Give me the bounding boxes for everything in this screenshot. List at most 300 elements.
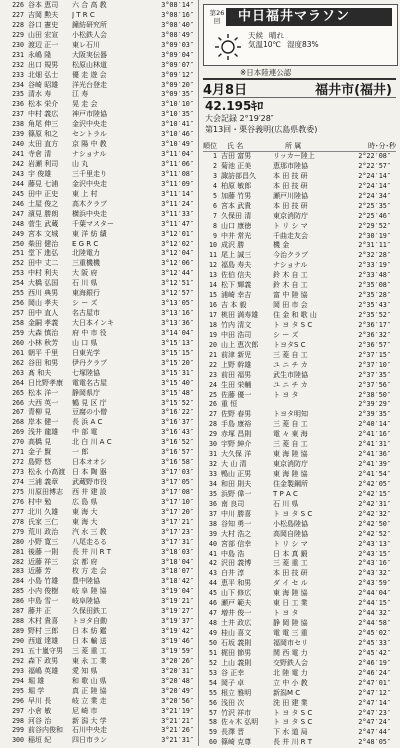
time-cell: 3°11′04″ — [161, 150, 194, 159]
result-row — [2, 657, 196, 667]
rank-cell: 271 — [12, 448, 24, 457]
time-cell: 3°19′27″ — [161, 607, 194, 616]
name-cell: 桃田 満寿雄 — [221, 311, 259, 319]
result-row — [2, 240, 196, 250]
time-cell: 3°11′06″ — [161, 160, 194, 168]
name-cell: 生田 栄輔 — [221, 380, 252, 389]
time-cell: 3°11′33″ — [161, 209, 194, 218]
rank-cell: 24 — [209, 380, 217, 389]
name-cell: 大村 浩之 — [221, 529, 252, 538]
marathon-header — [203, 4, 398, 66]
time-cell: 3°09′12″ — [161, 70, 194, 79]
name-cell: 松本 洋一 — [28, 388, 59, 397]
rank-cell: 282 — [12, 557, 24, 566]
rank-cell: 260 — [12, 338, 24, 347]
result-row — [2, 369, 196, 379]
affiliation-cell: 豊中陸協 — [72, 577, 100, 586]
result-row — [2, 607, 196, 617]
name-cell: 大久保 洋 — [221, 450, 252, 459]
affiliation-cell: ト ヨ タ S C — [273, 509, 313, 518]
time-cell: 2°45′33″ — [358, 638, 391, 647]
time-cell: 3°20′26″ — [161, 656, 194, 665]
result-row — [2, 349, 196, 359]
rank-cell: 269 — [12, 428, 24, 437]
affiliation-cell: 住金製鋼所 — [273, 479, 308, 488]
result-row — [2, 518, 196, 528]
affiliation-cell: 日 本 真 鍛 — [273, 549, 308, 558]
result-row — [203, 609, 396, 619]
time-cell: 3°21′26″ — [161, 726, 194, 735]
rank-cell: 287 — [12, 607, 24, 616]
name-cell: 堀 雄 — [28, 676, 45, 685]
affiliation-cell: 六 合 高 教 — [72, 1, 107, 9]
rank-cell: 229 — [12, 30, 24, 39]
rank-cell: 42 — [209, 559, 217, 568]
result-row — [203, 738, 396, 748]
rank-cell: 228 — [12, 20, 24, 29]
name-cell: 小倉 敏 — [28, 706, 52, 715]
time-cell: 3°09′03″ — [161, 40, 194, 49]
affiliation-cell: 東 海 陸 協 — [273, 470, 308, 478]
name-cell: 宮本 武貴 — [221, 201, 252, 210]
rank-cell: 38 — [209, 519, 217, 528]
affiliation-cell: 鶴 見 区 庁 — [72, 398, 107, 407]
result-row — [203, 291, 396, 301]
affiliation-cell: 三 菱 自 工 — [273, 350, 308, 359]
result-row — [203, 679, 396, 689]
rank-cell: 51 — [209, 648, 217, 657]
affiliation-cell: ト ヨ タ S C — [273, 718, 313, 727]
affiliation-cell: 東海銀行 — [72, 289, 100, 298]
time-cell: 3°21′21″ — [161, 716, 194, 725]
affiliation-cell: 岐 立 業 走 — [72, 696, 107, 705]
rank-cell: 270 — [12, 438, 24, 447]
weather-info — [248, 31, 319, 49]
result-row — [2, 717, 196, 727]
time-cell: 2°39′35″ — [358, 410, 391, 419]
rank-cell: 2 — [213, 161, 217, 170]
rank-cell: 256 — [12, 299, 24, 308]
affiliation-cell: 石川中央走 — [72, 726, 107, 735]
time-cell: 3°13′16″ — [161, 309, 194, 318]
name-cell: 堂下 進弘 — [28, 249, 59, 258]
time-cell: 3°15′13″ — [161, 338, 194, 347]
result-row — [2, 220, 196, 230]
result-row — [2, 259, 196, 269]
rank-cell: 297 — [12, 706, 24, 715]
rank-cell: 36 — [209, 499, 217, 508]
result-row — [2, 428, 196, 438]
rank-cell: 238 — [12, 120, 24, 129]
name-cell: 近藤 芳 — [28, 567, 52, 576]
name-cell: 竹内 清文 — [221, 320, 252, 329]
result-row — [2, 438, 196, 448]
time-cell: 2°36′32″ — [358, 330, 391, 339]
date-venue-bar — [203, 78, 396, 98]
affiliation-cell: 石 川 県 — [72, 279, 98, 288]
right-results-column — [203, 152, 396, 748]
time-cell: 3°12′02″ — [161, 239, 194, 248]
name-cell: 土屋 俊之 — [28, 199, 59, 208]
affiliation-cell: 千曲走友会 — [273, 231, 308, 240]
name-cell: 氏家 三仁 — [28, 517, 59, 526]
time-cell: 3°11′47″ — [161, 219, 194, 228]
name-cell: 小林 秋芳 — [28, 338, 59, 347]
rank-cell: 46 — [209, 599, 217, 608]
time-cell: 3°09′04″ — [161, 50, 194, 59]
rank-cell: 266 — [12, 398, 24, 407]
name-cell: 小島 竹雄 — [28, 577, 59, 586]
result-row — [2, 697, 196, 707]
result-row — [2, 458, 196, 468]
name-cell: 吉岡 勲夫 — [28, 10, 59, 19]
time-cell: 2°22′57″ — [358, 161, 391, 170]
result-row — [2, 687, 196, 697]
result-row — [2, 51, 196, 61]
name-cell: 中川 勝喜 — [221, 509, 252, 518]
result-row — [2, 41, 196, 51]
name-cell: 瀬戸 範夫 — [221, 599, 252, 608]
affiliation-cell: 山 口 県 — [72, 338, 98, 347]
result-row — [2, 627, 196, 637]
affiliation-cell: 三重機機 — [72, 259, 100, 268]
rank-cell: 59 — [209, 728, 217, 737]
result-row — [203, 540, 396, 550]
affiliation-cell: 日 本 輸 送 — [72, 637, 107, 645]
result-row — [2, 110, 196, 120]
affiliation-cell: 本 田 技 研 — [273, 569, 308, 578]
affiliation-cell: 大 阪 府 — [72, 269, 98, 278]
time-cell: 2°38′50″ — [358, 390, 391, 399]
result-row — [2, 587, 196, 597]
name-cell: 宇野 紳介 — [221, 440, 252, 449]
result-row — [203, 261, 396, 271]
time-cell: 2°42′05″ — [358, 479, 391, 488]
time-cell: 2°42′32″ — [358, 509, 391, 518]
time-cell: 3°12′44″ — [161, 269, 194, 278]
rank-cell: 237 — [12, 110, 24, 119]
name-cell: 渡辺 正一 — [28, 40, 59, 49]
time-cell: 2°44′58″ — [358, 619, 391, 628]
affiliation-cell: 新潟M C — [273, 688, 301, 697]
time-cell: 2°45′42″ — [358, 648, 391, 657]
time-cell: 3°15′15″ — [161, 348, 194, 357]
time-cell: 3°11′09″ — [161, 179, 194, 188]
affiliation-cell: 枚 方 走 会 — [72, 567, 107, 576]
rank-cell: 249 — [12, 229, 24, 238]
affiliation-cell: 松原山林道 — [72, 60, 107, 69]
name-cell: 石坂 義則 — [221, 638, 252, 647]
affiliation-cell: 日 本 陶 器 — [72, 468, 107, 477]
result-row — [2, 399, 196, 409]
affiliation-cell: 豆腐の小僧 — [72, 408, 107, 417]
rank-cell: 299 — [12, 726, 24, 735]
result-row — [2, 408, 196, 418]
result-row — [203, 341, 396, 351]
rank-cell: 283 — [12, 567, 24, 576]
name-cell: 三浦 義章 — [28, 478, 59, 486]
time-cell: 2°44′15″ — [358, 599, 391, 608]
affiliation-cell: 東京消防庁 — [273, 211, 308, 220]
rank-cell: 236 — [12, 100, 24, 109]
affiliation-cell: 電 電 三 重 — [273, 629, 308, 637]
rank-cell: 18 — [209, 320, 217, 329]
time-cell: 2°42′15″ — [358, 489, 391, 498]
result-row — [203, 450, 396, 460]
rank-cell: 11 — [209, 251, 217, 260]
name-cell: 大西 英一 — [28, 398, 59, 407]
result-row — [203, 699, 396, 709]
rank-cell: 6 — [213, 201, 217, 210]
name-cell: 上野 幹雄 — [221, 360, 252, 369]
rank-cell: 47 — [209, 609, 217, 618]
affiliation-cell: 東 洋 紡 績 — [72, 229, 107, 238]
rank-cell: 17 — [209, 311, 217, 319]
rank-cell: 264 — [12, 378, 24, 387]
affiliation-cell: 立 中 小 教 — [273, 678, 308, 687]
race-distance: 42.195ｷﾛ — [205, 99, 264, 113]
affiliation-cell: 大阪実伝器 — [72, 50, 107, 59]
time-cell: 2°40′14″ — [358, 420, 391, 429]
result-row — [203, 400, 396, 410]
result-row — [203, 212, 396, 222]
affiliation-cell: 久保田鉄工 — [72, 607, 107, 616]
time-cell: 3°09′35″ — [161, 90, 194, 99]
rank-cell: 275 — [12, 487, 24, 496]
affiliation-cell: 関 西 電 力 — [273, 648, 308, 657]
course-record: 大会記録 2°19′28″ — [205, 114, 274, 123]
time-cell: 3°15′52″ — [161, 398, 194, 407]
result-row — [203, 629, 396, 639]
name-cell: 浅井 龍雄 — [28, 428, 59, 437]
time-cell: 2°41′54″ — [358, 470, 391, 478]
time-cell: 2°39′29″ — [358, 400, 391, 409]
affiliation-cell: 四日市ラン — [72, 736, 107, 745]
affiliation-cell: 鐘紡研究所 — [72, 20, 107, 29]
time-cell: 2°44′32″ — [358, 609, 391, 618]
name-cell: 大 山 清 — [221, 460, 247, 469]
name-cell: 中島 浩 — [221, 549, 245, 558]
temperature: 気温10℃ — [248, 40, 281, 49]
affiliation-cell: 真 正 陸 協 — [72, 686, 107, 695]
time-cell: 2°32′28″ — [358, 251, 391, 260]
affiliation-cell: 汽 水 三 教 — [72, 527, 107, 536]
rank-cell: 58 — [209, 718, 217, 727]
result-row — [2, 81, 196, 91]
race-date: 4月8日 — [203, 83, 248, 98]
affiliation-cell: 八尾走るる — [72, 537, 107, 546]
affiliation-cell: 東 上 村 — [72, 189, 98, 198]
rank-cell: 48 — [209, 619, 217, 628]
time-cell: 2°36′57″ — [358, 340, 391, 349]
rank-cell: 240 — [12, 140, 24, 149]
rank-cell: 21 — [209, 350, 217, 359]
affiliation-cell: 交野鉄人会 — [273, 658, 308, 667]
name-cell: 鴨山 正男 — [221, 470, 252, 478]
affiliation-cell: 西 井 建 設 — [72, 487, 107, 496]
time-cell: 2°43′15″ — [358, 549, 391, 558]
result-row — [2, 617, 196, 627]
affiliation-cell: 晃 走 会 — [72, 100, 98, 109]
affiliation-cell: 府 中 市 役 — [72, 328, 107, 337]
rank-cell: 245 — [12, 189, 24, 198]
name-cell: 前津 新児 — [221, 350, 252, 359]
affiliation-cell: 中 部 電 — [72, 428, 98, 437]
name-cell: 恵平 和男 — [221, 579, 252, 588]
time-cell: 3°20′49″ — [161, 686, 194, 695]
result-row — [2, 418, 196, 428]
name-cell: 野村 三郎 — [28, 627, 59, 636]
affiliation-cell: 長 浜 A C — [72, 418, 103, 427]
rank-cell: 253 — [12, 269, 24, 278]
rank-cell: 243 — [12, 169, 24, 178]
result-row — [203, 460, 396, 470]
rank-cell: 295 — [12, 686, 24, 695]
rank-cell: 257 — [12, 309, 24, 318]
rank-cell: 292 — [12, 656, 24, 665]
humidity: 湿度83% — [286, 40, 319, 49]
time-cell: 3°18′03″ — [161, 547, 194, 556]
result-row — [2, 150, 196, 160]
rank-cell: 281 — [12, 547, 24, 556]
rank-cell: 293 — [12, 666, 24, 675]
rank-cell: 291 — [12, 646, 24, 655]
result-row — [2, 71, 196, 81]
time-cell: 2°43′59″ — [358, 579, 391, 588]
result-row — [203, 371, 396, 381]
time-cell: 3°18′04″ — [161, 557, 194, 566]
affiliation-cell: 福岡市セリ — [273, 638, 308, 647]
result-row — [203, 599, 396, 609]
affiliation-cell: 広 島 県 — [72, 497, 98, 506]
rank-cell: 28 — [209, 420, 217, 429]
name-cell: 後藤 一則 — [28, 547, 59, 556]
affiliation-cell: ナショナル — [273, 261, 308, 270]
result-row — [2, 726, 196, 736]
rank-cell: 296 — [12, 696, 24, 705]
time-cell: 3°21′19″ — [161, 706, 194, 715]
time-cell: 2°41′36″ — [358, 450, 391, 459]
edition-label: 第26回 — [209, 9, 225, 25]
name-cell: 濱見 勝朗 — [28, 209, 59, 218]
name-cell: 中村 利夫 — [28, 269, 59, 278]
rank-cell: 246 — [12, 199, 24, 208]
result-row — [2, 488, 196, 498]
name-cell: 西道 達雄 — [28, 637, 59, 645]
rank-cell: 244 — [12, 179, 24, 188]
result-row — [203, 430, 396, 440]
rank-cell: 259 — [12, 328, 24, 337]
name-cell: 藤井 正 — [28, 607, 52, 616]
rank-cell: 35 — [209, 489, 217, 498]
time-cell: 3°12′57″ — [161, 289, 194, 298]
time-cell: 3°10′49″ — [161, 140, 194, 149]
time-cell: 2°24′14″ — [358, 171, 391, 180]
name-cell: 諏訪部昌久 — [221, 171, 256, 180]
result-row — [2, 100, 196, 110]
result-row — [203, 689, 396, 699]
name-cell: 佐野 春男 — [221, 410, 252, 419]
name-cell: 尾上 誠三 — [221, 251, 252, 260]
rank-cell: 298 — [12, 716, 24, 725]
name-cell: 川原田博志 — [28, 487, 63, 496]
affiliation-cell: 日本オオシ — [72, 458, 107, 467]
affiliation-cell: 日 本 紡 鑑 — [72, 627, 107, 636]
name-cell: 柏原 敏郎 — [221, 181, 252, 190]
result-row — [203, 579, 396, 589]
column-headers — [203, 141, 396, 152]
result-row — [2, 190, 196, 200]
time-cell: 3°12′06″ — [161, 259, 194, 268]
name-cell: 朝平 千里 — [28, 348, 59, 357]
rank-cell: 267 — [12, 408, 24, 417]
rank-cell: 232 — [12, 60, 24, 69]
rank-cell: 7 — [213, 211, 217, 220]
name-cell: 清水 寿 — [28, 90, 52, 99]
name-cell: 中島 雪一 — [28, 597, 59, 606]
result-row — [203, 281, 396, 291]
affiliation-cell: ト ヨ タ S C — [273, 708, 313, 717]
result-row — [203, 271, 396, 281]
time-cell: 3°16′37″ — [161, 418, 194, 427]
result-row — [2, 558, 196, 568]
result-row — [203, 728, 396, 738]
result-row — [203, 470, 396, 480]
affiliation-cell: 長 井 川 R T — [273, 738, 313, 747]
rank-cell: 289 — [12, 627, 24, 636]
name-cell: 角尾 伸三 — [28, 120, 59, 129]
result-row — [203, 241, 396, 251]
affiliation-cell: ト ヨ タ S C — [273, 320, 313, 329]
result-row — [2, 597, 196, 607]
result-row — [2, 329, 196, 339]
name-cell: 谷本 恵司 — [28, 1, 59, 9]
affiliation-cell: J T R C — [72, 10, 95, 19]
result-row — [2, 299, 196, 309]
time-cell: 3°19′21″ — [161, 597, 194, 606]
result-row — [2, 309, 196, 319]
time-cell: 3°20′56″ — [161, 696, 194, 705]
time-cell: 3°17′21″ — [161, 517, 194, 526]
result-row — [203, 361, 396, 371]
time-cell: 3°08′16″ — [161, 10, 194, 19]
name-cell: 河谷 治 — [28, 716, 52, 725]
time-cell: 2°41′31″ — [358, 440, 391, 449]
affiliation-cell: ダ イ セ ル — [273, 579, 308, 588]
affiliation-cell: 金沢中央走 — [72, 120, 107, 129]
result-row — [203, 569, 396, 579]
affiliation-cell: リッカー陸上 — [273, 152, 315, 160]
time-cell: 2°37′10″ — [358, 360, 391, 369]
weather-value: 晴れ — [269, 31, 284, 40]
time-cell: 3°19′04″ — [161, 587, 194, 596]
time-cell: 2°35′52″ — [358, 311, 391, 319]
rank-cell: 45 — [209, 589, 217, 598]
affiliation-cell: 住 金 和 歌 山 — [273, 311, 317, 319]
rank-cell: 235 — [12, 90, 24, 99]
rank-cell: 44 — [209, 579, 217, 588]
time-cell: 3°10′35″ — [161, 110, 194, 119]
rank-cell: 255 — [12, 289, 24, 298]
result-row — [2, 249, 196, 259]
name-cell: 土井 政広 — [221, 619, 252, 628]
time-cell: 3°11′14″ — [161, 189, 194, 198]
time-cell: 2°24′34″ — [358, 191, 391, 200]
rank-cell: 55 — [209, 688, 217, 697]
result-row — [203, 420, 396, 430]
affiliation-cell: 岐 阜 陸 協 — [72, 587, 107, 596]
name-cell: 菅生 武蔵 — [28, 219, 59, 228]
